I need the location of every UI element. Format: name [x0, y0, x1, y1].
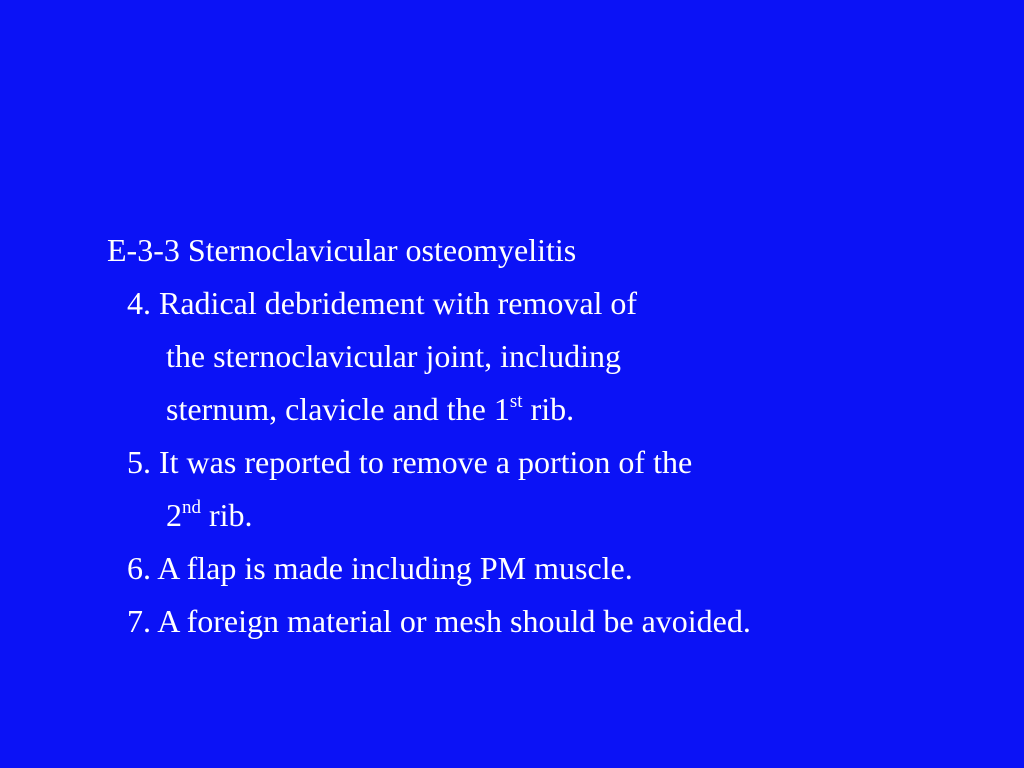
item-6: 6. A flap is made including PM muscle.: [127, 550, 633, 586]
item-4-line-2: the sternoclavicular joint, including: [166, 338, 621, 374]
item-7: 7. A foreign material or mesh should be avoided.: [127, 603, 751, 639]
item-5-line-2: [166, 497, 253, 533]
item-4-line-1: 4. Radical debridement with removal of: [127, 285, 638, 321]
item-5-line-2-tail: rib.: [201, 497, 253, 533]
item-4-line-3: [166, 391, 574, 427]
item-4-line-3-text: sternum, clavicle and the 1: [166, 391, 510, 427]
ordinal-superscript-st: st: [509, 391, 523, 412]
item-4-line-3-tail: rib.: [522, 391, 575, 427]
ordinal-superscript-nd: nd: [182, 497, 201, 518]
slide-title: E-3-3 Sternoclavicular osteomyelitis: [107, 232, 577, 268]
item-5-line-1: 5. It was reported to remove a portion of the: [127, 444, 693, 480]
item-5-line-2-text: 2: [166, 497, 182, 533]
